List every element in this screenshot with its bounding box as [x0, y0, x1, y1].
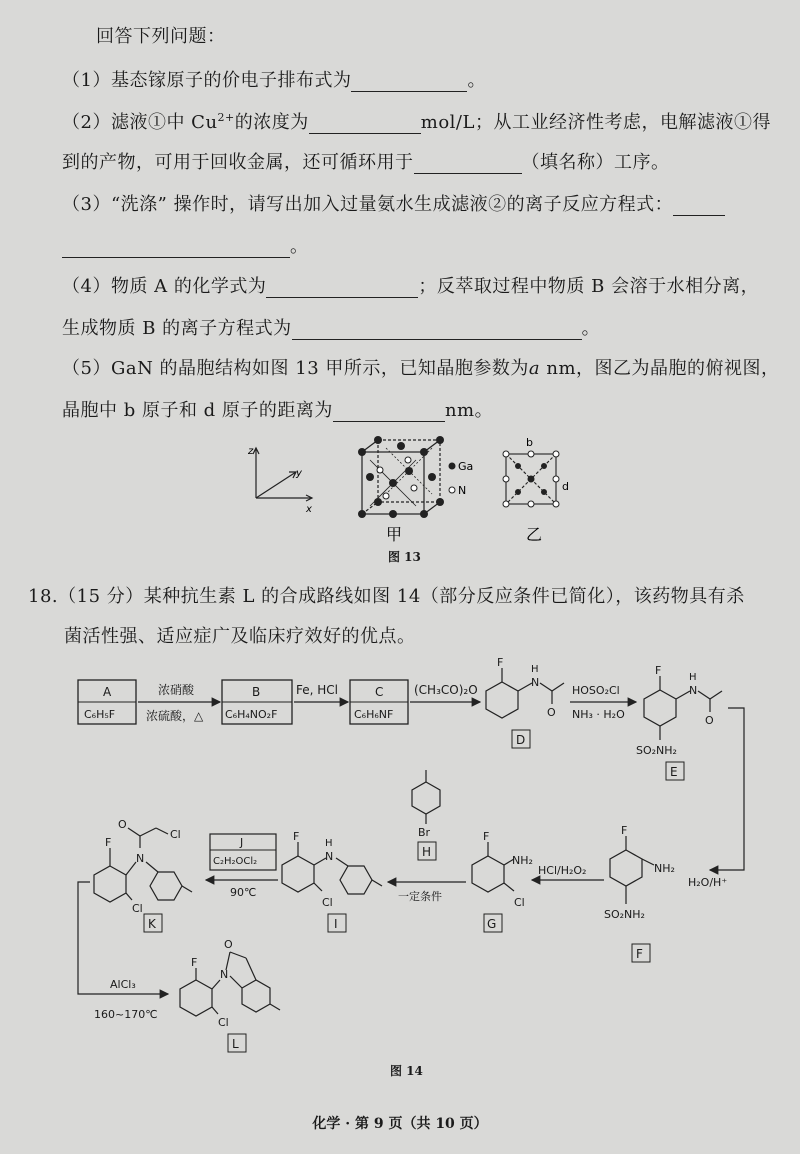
cond-AB-bottom: 浓硫酸，△ — [146, 709, 204, 723]
L-atom-N: N — [220, 968, 229, 981]
figure-14-caption: 图 14 — [390, 1064, 423, 1078]
question-1 — [62, 66, 486, 92]
question-5-line-2 — [62, 396, 493, 422]
q4-line2: 生成物质 B 的离子方程式为 — [62, 318, 292, 339]
q5-answer-blank[interactable] — [333, 403, 445, 422]
compound-E-label: E — [670, 765, 678, 779]
compound-C-formula: C₆H₆NF — [354, 708, 394, 721]
cond-IK: 90℃ — [230, 886, 257, 899]
compound-I-label: I — [334, 917, 338, 931]
cond-KL-top: AlCl₃ — [110, 978, 136, 991]
D-atom-H: H — [531, 664, 539, 675]
question-4 — [62, 272, 759, 298]
cond-KL-bottom: 160~170℃ — [94, 1008, 158, 1021]
L-atom-O: O — [224, 938, 233, 951]
q5-param: a — [528, 358, 541, 379]
compound-E-structure — [644, 676, 722, 740]
reagent-J-formula: C₂H₂OCl₂ — [213, 856, 258, 867]
E-atom-N: N — [689, 684, 698, 697]
q4-text-a: 物质 A 的化学式为 — [110, 276, 267, 297]
figure-14 — [70, 650, 770, 1060]
E-atom-O: O — [705, 714, 714, 727]
L-atom-F: F — [191, 956, 198, 969]
compound-A-label: A — [103, 685, 112, 699]
I-atom-H: H — [325, 838, 333, 849]
q3-answer-blank-1[interactable] — [673, 197, 725, 216]
I-atom-Cl: Cl — [322, 896, 333, 909]
q2-sup: 2+ — [217, 111, 235, 124]
F-group-SO2NH2: SO₂NH₂ — [604, 908, 645, 921]
G-atom-F: F — [483, 830, 490, 843]
q5-number: （5） — [62, 358, 111, 379]
figure-13-caption: 图 13 — [388, 550, 421, 564]
question-2 — [62, 108, 771, 134]
compound-B-label: B — [252, 685, 261, 699]
q18-number: 18. — [28, 586, 59, 607]
q5-text-b: nm，图乙为晶胞的俯视图， — [540, 358, 780, 379]
q4-number: （4） — [62, 276, 111, 297]
q5-text-a: GaN 的晶胞结构如图 13 甲所示，已知晶胞参数为 — [110, 358, 529, 379]
compound-B-formula: C₆H₄NO₂F — [225, 708, 278, 721]
cond-AB-top: 浓硝酸 — [158, 683, 195, 697]
I-atom-N: N — [325, 850, 334, 863]
compound-C-label: C — [375, 685, 384, 699]
question-18-line-2: 菌活性强、适应症广及临床疗效好的优点。 — [64, 626, 416, 647]
F-atom-F: F — [621, 824, 628, 837]
axes-icon — [253, 448, 312, 501]
cond-BC: Fe, HCl — [296, 683, 338, 697]
legend-n-icon — [449, 487, 455, 493]
legend-ga-label: Ga — [458, 460, 474, 473]
label-yi: 乙 — [526, 525, 543, 544]
intro-text: 回答下列问题： — [96, 26, 226, 47]
E-atom-F: F — [655, 664, 662, 677]
q3-end: 。 — [290, 236, 309, 257]
F-group-NH2: NH₂ — [654, 862, 675, 875]
q2-line2-b: （填名称）工序。 — [521, 152, 670, 173]
cond-DE-bottom: NH₃ · H₂O — [572, 708, 625, 721]
q1-text: 基态镓原子的价电子排布式为 — [110, 70, 352, 91]
q3-text: “洗涤” 操作时，请写出加入过量氨水生成滤液②的离子反应方程式： — [110, 194, 674, 215]
q2-text-b: 的浓度为 — [234, 112, 309, 133]
cond-EF: H₂O/H⁺ — [688, 876, 728, 889]
arrow-E-F — [710, 708, 744, 870]
q4-answer-blank-1[interactable] — [266, 279, 418, 298]
q5-line2-b: nm。 — [444, 400, 494, 421]
q4-text-b: ；反萃取过程中物质 B 会溶于水相分离， — [418, 276, 760, 297]
label-b: b — [526, 436, 533, 449]
compound-F-label: F — [636, 947, 643, 961]
compound-G-label: G — [487, 917, 497, 931]
q2-number: （2） — [62, 112, 111, 133]
G-atom-Cl: Cl — [514, 896, 525, 909]
question-18 — [28, 582, 745, 608]
D-atom-N: N — [531, 676, 540, 689]
compound-F-structure — [610, 836, 654, 904]
compound-K-label: K — [148, 917, 156, 931]
reagent-J-label: J — [240, 836, 244, 849]
axis-y-label: y — [296, 468, 302, 479]
compound-D-label: D — [516, 733, 526, 747]
I-atom-F: F — [293, 830, 300, 843]
axis-x-label: x — [306, 504, 312, 515]
compound-H-structure — [412, 770, 440, 824]
q1-number: （1） — [62, 70, 111, 91]
E-atom-H: H — [689, 672, 697, 683]
label-d: d — [562, 480, 569, 493]
compound-H-label: H — [422, 845, 432, 859]
K-atom-N: N — [136, 852, 145, 865]
G-group-NH2: NH₂ — [512, 854, 533, 867]
q5-line2-a: 晶胞中 b 原子和 d 原子的距离为 — [62, 400, 333, 421]
q4-end: 。 — [581, 318, 601, 339]
K-atom-Cl-top: Cl — [170, 828, 181, 841]
q3-answer-blank-2[interactable] — [62, 239, 290, 258]
figure-13 — [240, 430, 580, 560]
q3-number: （3） — [62, 194, 111, 215]
question-3-line-2 — [62, 232, 309, 258]
question-5 — [62, 354, 780, 380]
ga-atoms — [358, 436, 444, 518]
q2-line2-a: 到的产物，可用于回收金属，还可循环用于 — [62, 152, 414, 173]
D-atom-F: F — [497, 656, 504, 669]
K-atom-F: F — [105, 836, 112, 849]
q1-answer-blank[interactable] — [351, 73, 467, 92]
q4-answer-blank-2[interactable] — [292, 321, 582, 340]
D-atom-O: O — [547, 706, 556, 719]
cond-CD: (CH₃CO)₂O — [414, 683, 478, 697]
q18-line1: （15 分）某种抗生素 L 的合成路线如图 14（部分反应条件已简化），该药物具有杀 — [58, 586, 745, 607]
E-group-SO2NH2: SO₂NH₂ — [636, 744, 677, 757]
legend-ga-icon — [449, 463, 456, 470]
cond-DE-top: HOSO₂Cl — [572, 684, 620, 697]
q2-answer-blank-2[interactable] — [414, 155, 522, 174]
page-footer: 化学 · 第 9 页（共 10 页） — [312, 1116, 488, 1132]
K-atom-Cl: Cl — [132, 902, 143, 915]
L-atom-Cl: Cl — [218, 1016, 229, 1029]
question-3 — [62, 190, 725, 216]
compound-G-structure — [472, 842, 514, 892]
H-atom-Br: Br — [418, 826, 431, 839]
q2-answer-blank-1[interactable] — [309, 115, 421, 134]
question-2-line-2 — [62, 148, 670, 174]
cond-FG: HCl/H₂O₂ — [538, 864, 587, 877]
q1-end: 。 — [467, 70, 486, 91]
q2-unit: mol/L；从工业经济性考虑，电解滤液①得 — [420, 112, 771, 133]
legend-n-label: N — [458, 484, 467, 497]
compound-A-formula: C₆H₅F — [84, 708, 116, 721]
axis-z-label: z — [248, 446, 254, 457]
question-4-line-2 — [62, 314, 600, 340]
compound-L-label: L — [232, 1037, 239, 1051]
K-atom-O: O — [118, 818, 127, 831]
cond-GI: 一定条件 — [398, 890, 442, 903]
q2-text-a: 滤液①中 Cu — [110, 112, 218, 133]
label-jia: 甲 — [386, 525, 403, 544]
